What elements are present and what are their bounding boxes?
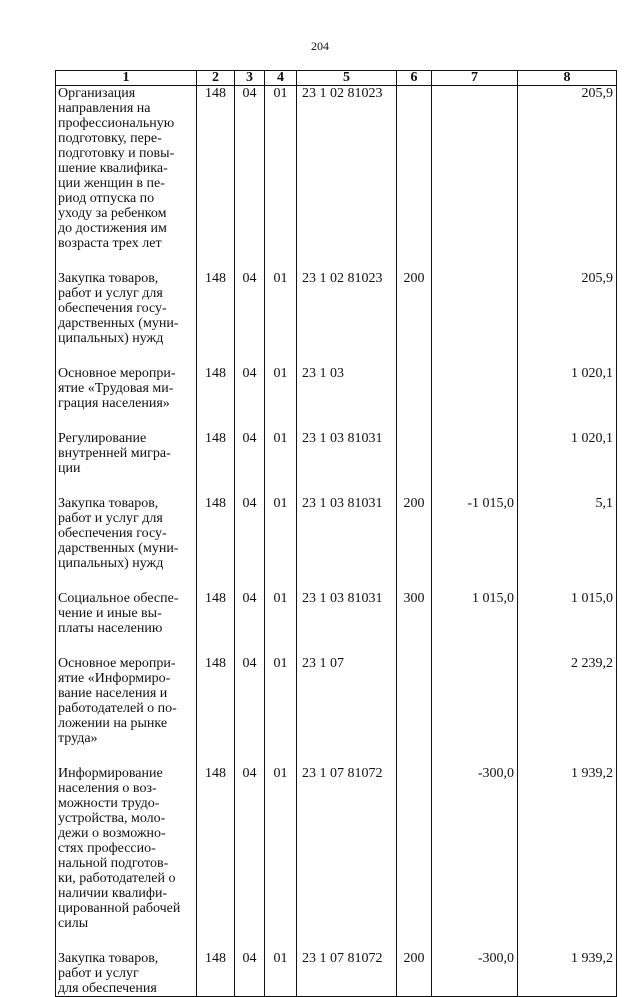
total-amount-cell: 1 939,2: [518, 766, 617, 951]
total-amount-cell: 205,9: [518, 271, 617, 366]
row-name-line: ции: [58, 461, 81, 476]
row-name-line: ложении на рынке: [58, 716, 168, 731]
expense-type-cell: [397, 766, 432, 951]
column-header: 6: [397, 71, 432, 86]
table-row: [56, 271, 617, 366]
row-name-line: Организация: [58, 86, 136, 101]
ministry-code-cell: 148: [197, 951, 235, 997]
table-body: [56, 86, 617, 997]
row-name-line: Социальное обеспе-: [58, 591, 179, 606]
target-article-cell: 23 1 03: [297, 366, 397, 431]
expense-type-cell: 300: [397, 591, 432, 656]
ministry-code-cell: 148: [197, 86, 235, 272]
row-name-cell: [56, 366, 197, 431]
table-row: [56, 86, 617, 272]
column-header: 1: [56, 71, 197, 86]
row-name-line: подготовку и повы-: [58, 146, 175, 161]
table-row: [56, 366, 617, 431]
table-row: [56, 431, 617, 496]
row-name-line: труда»: [58, 731, 98, 746]
row-name-cell: [56, 951, 197, 997]
row-name-line: работ и услуг для: [58, 286, 163, 301]
section-code-cell: 04: [235, 86, 265, 272]
change-amount-cell: [432, 366, 518, 431]
row-name-line: для обеспечения: [58, 981, 157, 996]
row-name-line: дежи о возможно-: [58, 826, 166, 841]
row-name-cell: [56, 271, 197, 366]
target-article-cell: 23 1 03 81031: [297, 591, 397, 656]
row-name-line: Регулирование: [58, 431, 147, 446]
page-number: 204: [311, 39, 329, 53]
table-row: [56, 591, 617, 656]
change-amount-cell: -300,0: [432, 766, 518, 951]
change-amount-cell: -300,0: [432, 951, 518, 997]
table-row: [56, 766, 617, 951]
section-code-cell: 04: [235, 271, 265, 366]
row-name-line: профессиональную: [58, 116, 175, 131]
column-header: 8: [518, 71, 617, 86]
column-header: 3: [235, 71, 265, 86]
ministry-code-cell: 148: [197, 591, 235, 656]
expense-type-cell: [397, 431, 432, 496]
expense-type-cell: [397, 86, 432, 272]
column-header: 4: [265, 71, 297, 86]
row-name-line: вание населения и: [58, 686, 168, 701]
row-name-line: платы населению: [58, 621, 163, 636]
section-code-cell: 04: [235, 366, 265, 431]
change-amount-cell: [432, 431, 518, 496]
section-code-cell: 04: [235, 591, 265, 656]
row-name-cell: [56, 656, 197, 766]
row-name-line: силы: [58, 916, 89, 931]
row-name-line: ятие «Трудовая ми-: [58, 381, 174, 396]
target-article-cell: 23 1 03 81031: [297, 496, 397, 591]
row-name-line: обеспечения госу-: [58, 526, 167, 541]
column-header: 5: [297, 71, 397, 86]
ministry-code-cell: 148: [197, 271, 235, 366]
total-amount-cell: 2 239,2: [518, 656, 617, 766]
subsection-code-cell: 01: [265, 951, 297, 997]
row-name-line: ятие «Информиро-: [58, 671, 171, 686]
row-name-cell: [56, 86, 197, 272]
subsection-code-cell: 01: [265, 431, 297, 496]
section-code-cell: 04: [235, 951, 265, 997]
change-amount-cell: 1 015,0: [432, 591, 518, 656]
expense-type-cell: [397, 366, 432, 431]
change-amount-cell: -1 015,0: [432, 496, 518, 591]
target-article-cell: 23 1 03 81031: [297, 431, 397, 496]
subsection-code-cell: 01: [265, 271, 297, 366]
change-amount-cell: [432, 86, 518, 272]
subsection-code-cell: 01: [265, 496, 297, 591]
row-name-line: ции женщин в пе-: [58, 176, 165, 191]
table-row: [56, 951, 617, 997]
subsection-code-cell: 01: [265, 591, 297, 656]
table-row: [56, 656, 617, 766]
section-code-cell: 04: [235, 496, 265, 591]
expense-type-cell: 200: [397, 951, 432, 997]
row-name-line: Закупка товаров,: [58, 951, 159, 966]
target-article-cell: 23 1 02 81023: [297, 86, 397, 272]
row-name-line: обеспечения госу-: [58, 301, 167, 316]
row-name-line: шение квалифика-: [58, 161, 168, 176]
row-name-line: грация населения»: [58, 396, 170, 411]
expense-type-cell: 200: [397, 271, 432, 366]
row-name-line: Закупка товаров,: [58, 496, 159, 511]
total-amount-cell: 205,9: [518, 86, 617, 272]
budget-table: [55, 70, 617, 997]
row-name-line: можности трудо-: [58, 796, 160, 811]
row-name-line: устройства, моло-: [58, 811, 166, 826]
row-name-line: Основное меропри-: [58, 366, 176, 381]
row-name-line: цированной рабочей: [58, 901, 181, 916]
subsection-code-cell: 01: [265, 656, 297, 766]
row-name-line: населения о воз-: [58, 781, 157, 796]
section-code-cell: 04: [235, 766, 265, 951]
row-name-line: направления на: [58, 101, 151, 116]
section-code-cell: 04: [235, 431, 265, 496]
change-amount-cell: [432, 656, 518, 766]
total-amount-cell: 5,1: [518, 496, 617, 591]
row-name-line: дарственных (муни-: [58, 316, 179, 331]
row-name-line: чение и иные вы-: [58, 606, 162, 621]
total-amount-cell: 1 020,1: [518, 366, 617, 431]
change-amount-cell: [432, 271, 518, 366]
row-name-line: ципальных) нужд: [58, 331, 164, 346]
column-header: 7: [432, 71, 518, 86]
target-article-cell: 23 1 07: [297, 656, 397, 766]
row-name-line: возраста трех лет: [58, 236, 162, 251]
expense-type-cell: 200: [397, 496, 432, 591]
row-name-line: риод отпуска по: [58, 191, 155, 206]
row-name-line: нальной подготов-: [58, 856, 169, 871]
total-amount-cell: 1 939,2: [518, 951, 617, 997]
ministry-code-cell: 148: [197, 431, 235, 496]
subsection-code-cell: 01: [265, 366, 297, 431]
row-name-line: работ и услуг для: [58, 511, 163, 526]
ministry-code-cell: 148: [197, 766, 235, 951]
row-name-line: стях профессио-: [58, 841, 156, 856]
row-name-line: уходу за ребенком: [58, 206, 167, 221]
row-name-line: наличии квалифи-: [58, 886, 168, 901]
subsection-code-cell: 01: [265, 766, 297, 951]
subsection-code-cell: 01: [265, 86, 297, 272]
row-name-line: Информирование: [58, 766, 163, 781]
total-amount-cell: 1 020,1: [518, 431, 617, 496]
target-article-cell: 23 1 02 81023: [297, 271, 397, 366]
row-name-line: Закупка товаров,: [58, 271, 159, 286]
row-name-cell: [56, 766, 197, 951]
ministry-code-cell: 148: [197, 496, 235, 591]
row-name-cell: [56, 431, 197, 496]
expense-type-cell: [397, 656, 432, 766]
row-name-cell: [56, 496, 197, 591]
column-header: 2: [197, 71, 235, 86]
row-name-line: внутренней мигра-: [58, 446, 171, 461]
row-name-cell: [56, 591, 197, 656]
target-article-cell: 23 1 07 81072: [297, 766, 397, 951]
row-name-line: дарственных (муни-: [58, 541, 179, 556]
total-amount-cell: 1 015,0: [518, 591, 617, 656]
row-name-line: работ и услуг: [58, 966, 139, 981]
target-article-cell: 23 1 07 81072: [297, 951, 397, 997]
table-row: [56, 496, 617, 591]
row-name-line: Основное меропри-: [58, 656, 176, 671]
ministry-code-cell: 148: [197, 366, 235, 431]
ministry-code-cell: 148: [197, 656, 235, 766]
section-code-cell: 04: [235, 656, 265, 766]
row-name-line: ки, работодателей о: [58, 871, 176, 886]
row-name-line: ципальных) нужд: [58, 556, 164, 571]
row-name-line: до достижения им: [58, 221, 167, 236]
row-name-line: подготовку, пере-: [58, 131, 162, 146]
row-name-line: работодателей о по-: [58, 701, 177, 716]
table-header-row: [56, 71, 617, 86]
